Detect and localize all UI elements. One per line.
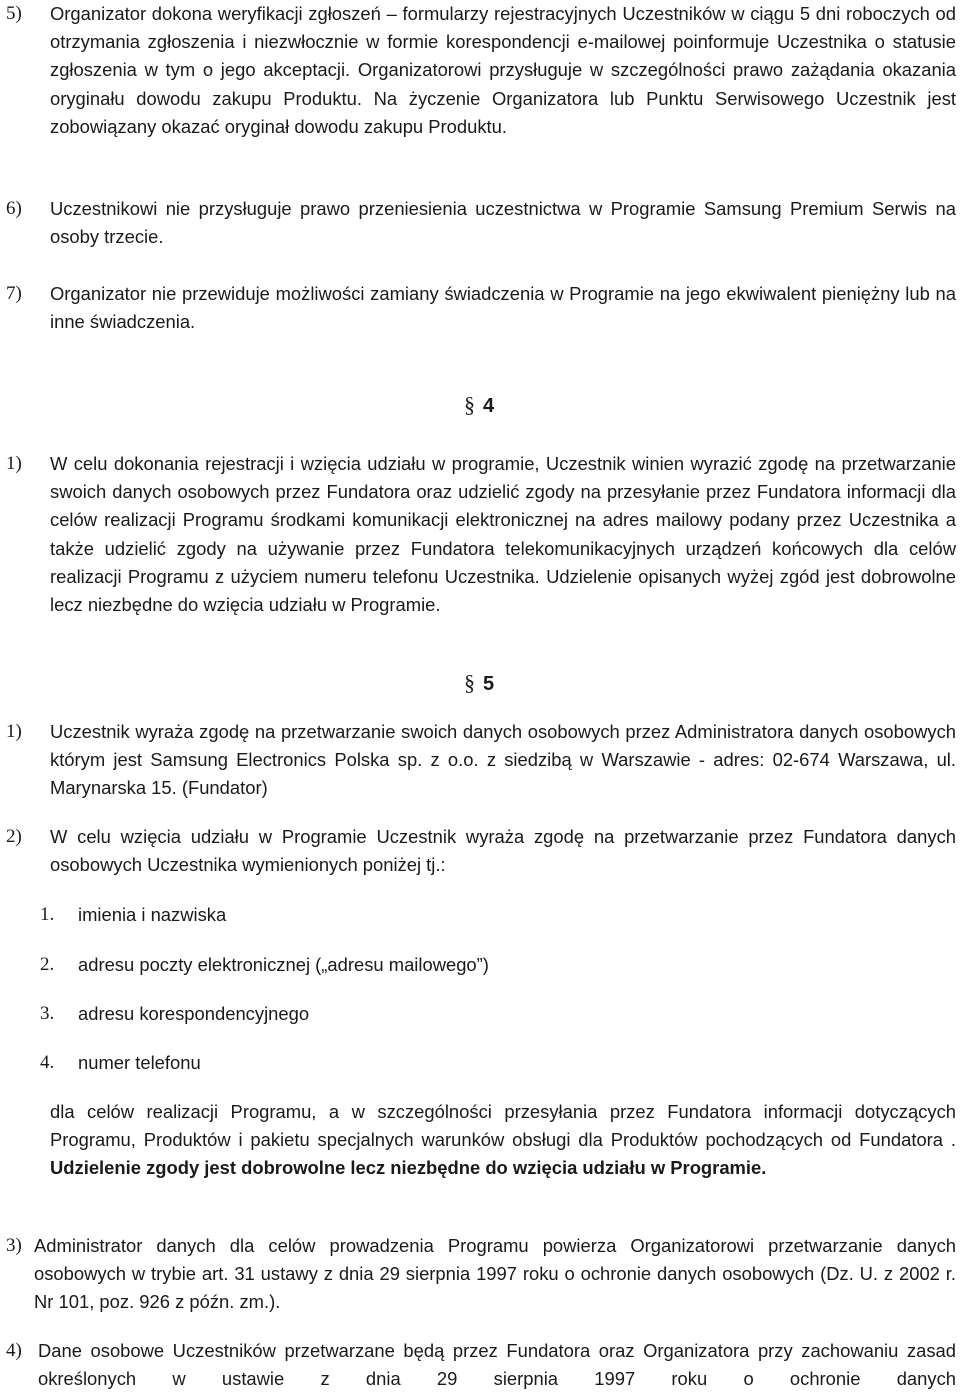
list-item-text: numer telefonu <box>78 1052 201 1073</box>
section-number: 4 <box>483 395 495 417</box>
purpose-bold-text: Udzielenie zgody jest dobrowolne lecz niezbędne do wzięcia udziału w Programie. <box>50 1157 767 1179</box>
list-item-text: adresu poczty elektronicznej („adresu mailowego”) <box>78 954 489 975</box>
paragraph-5 <box>6 0 956 141</box>
list-item <box>40 1049 920 1077</box>
paragraph-number: 7) <box>6 283 22 304</box>
paragraph-text: Organizator dokona weryfikacji zgłoszeń – formularzy rejestracyjnych Uczestników w ciągu 5 dni roboczych od otrzymania zgłoszenia i niezwłocznie w formie korespondencji e-mailowej poinformuje Uczestnika o statusie zgłoszenia w tym o jego akceptacji. Organizatorowi przysługuje w szczególności prawo zażądania okazania oryginału dowodu zakupu Produktu. Na życzenie Organizatora lub Punktu Serwisowego Uczestnik jest zobowiązany okazać oryginał dowodu zakupu Produktu. <box>50 3 956 137</box>
paragraph-text: Administrator danych dla celów prowadzenia Programu powierza Organizatorowi przetwarzanie danych osobowych w trybie art. 31 ustawy z dnia 29 sierpnia 1997 roku o ochronie danych osobowych (Dz. U. z 2002 r. Nr 101, poz. 926 z późn. zm.). <box>34 1235 956 1313</box>
paragraph-number: 3) <box>6 1235 22 1256</box>
paragraph-number: 2) <box>6 826 22 847</box>
section-symbol: § <box>464 670 475 695</box>
section-5-paragraph-2 <box>6 823 956 879</box>
section-number: 5 <box>483 673 495 695</box>
section-symbol: § <box>464 392 475 417</box>
paragraph-text: Uczestnik wyraża zgodę na przetwarzanie swoich danych osobowych przez Administratora danych osobowych którym jest Samsung Electronics Polska sp. z o.o. z siedzibą w Warszawie - adres: 02-674 Warszawa, ul. Marynarska 15. (Fundator) <box>50 721 956 799</box>
section-5-heading <box>464 670 494 696</box>
list-item-text: adresu korespondencyjnego <box>78 1003 310 1024</box>
purpose-text: dla celów realizacji Programu, a w szczególności przesyłania przez Fundatora informacji dotyczących Programu, Produktów i pakietu specjalnych warunków obsługi dla Produktów pochodzących od Fundatora . <box>50 1101 956 1151</box>
list-item <box>40 901 920 929</box>
paragraph-6 <box>6 195 956 251</box>
paragraph-number: 1) <box>6 721 22 742</box>
list-item-text: imienia i nazwiska <box>78 904 227 925</box>
list-item-number: 1. <box>40 904 55 925</box>
list-item-number: 2. <box>40 954 55 975</box>
paragraph-number: 1) <box>6 453 22 474</box>
list-item-number: 4. <box>40 1052 55 1073</box>
purpose-paragraph <box>50 1098 956 1183</box>
list-item-number: 3. <box>40 1003 55 1024</box>
paragraph-text: Uczestnikowi nie przysługuje prawo przeniesienia uczestnictwa w Programie Samsung Premium Serwis na osoby trzecie. <box>50 198 956 248</box>
paragraph-number: 4) <box>6 1340 22 1361</box>
paragraph-text: W celu dokonania rejestracji i wzięcia udziału w programie, Uczestnik winien wyrazić zgodę na przetwarzanie swoich danych osobowych przez Fundatora oraz udzielić zgody na przesyłanie przez Fundatora informacji dla celów realizacji Programu środkami komunikacji elektronicznej na adres mailowy podany przez Uczestnika a także udzielić zgody na używanie przez Fundatora telekomunikacyjnych urządzeń końcowych dla celów realizacji Programu z użyciem numeru telefonu Uczestnika. Udzielenie opisanych wyżej zgód jest dobrowolne lecz niezbędne do wzięcia udziału w Programie. <box>50 453 956 616</box>
paragraph-number: 6) <box>6 198 22 219</box>
list-item <box>40 951 920 979</box>
paragraph-7 <box>6 280 956 336</box>
paragraph-text: Dane osobowe Uczestników przetwarzane będą przez Fundatora oraz Organizatora przy zachowaniu zasad określonych w ustawie z dnia 29 sierpnia 1997 roku o ochronie danych <box>38 1340 956 1390</box>
list-item <box>40 1000 920 1028</box>
section-4-paragraph-1 <box>6 450 956 619</box>
paragraph-number: 5) <box>6 3 22 24</box>
paragraph-text: W celu wzięcia udziału w Programie Uczestnik wyraża zgodę na przetwarzanie przez Fundatora danych osobowych Uczestnika wymienionych poniżej tj.: <box>50 826 956 876</box>
section-5-paragraph-3 <box>6 1232 956 1317</box>
section-4-heading <box>464 392 494 418</box>
section-5-paragraph-1 <box>6 718 956 803</box>
paragraph-text: Organizator nie przewiduje możliwości zamiany świadczenia w Programie na jego ekwiwalent pieniężny lub na inne świadczenia. <box>50 283 956 333</box>
section-5-paragraph-4 <box>6 1337 956 1393</box>
